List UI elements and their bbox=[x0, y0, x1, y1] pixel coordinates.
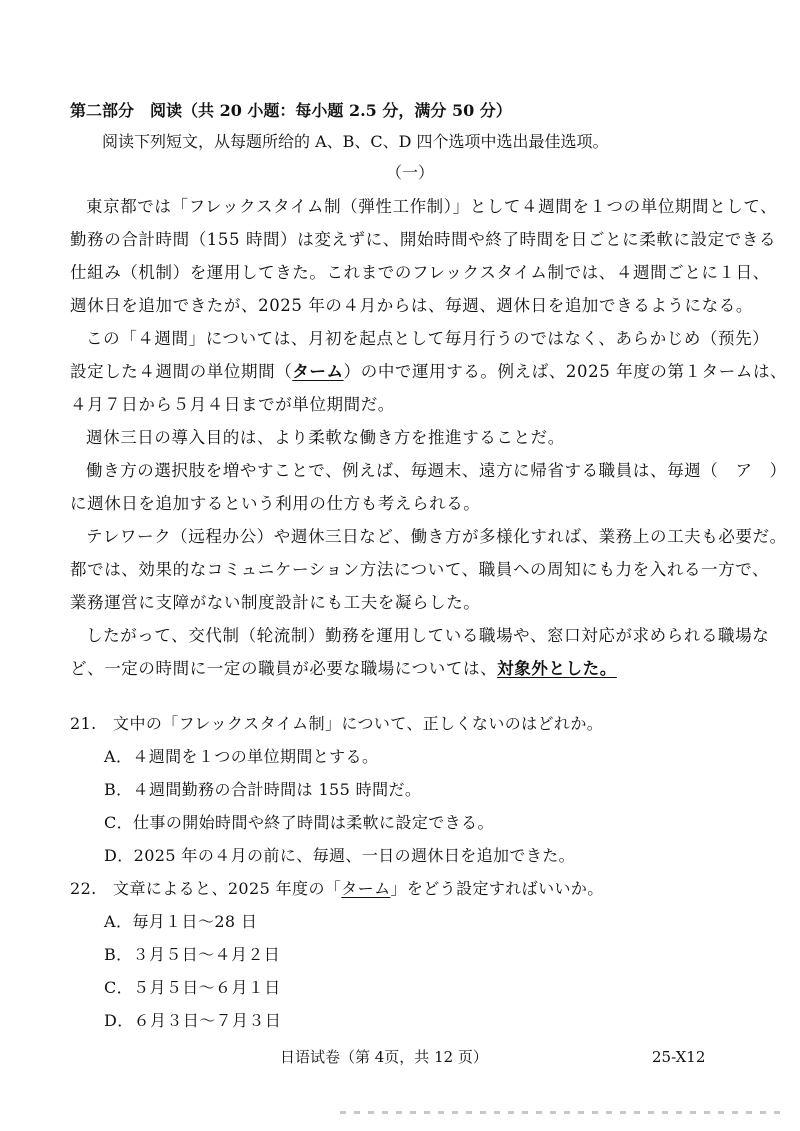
option-d: D．６月３日～７月３日 bbox=[104, 1011, 282, 1030]
passage-number: （一） bbox=[386, 163, 435, 182]
passage-line: 週休三日の導入目的は、より柔軟な働き方を推進することだ。 bbox=[86, 428, 565, 447]
instruction-text: 阅读下列短文，从每题所给的 A、B、C、D 四个选项中选出最佳选项。 bbox=[102, 132, 609, 151]
passage-line: 働き方の選択肢を増やすことで、例えば、毎週末、遠方に帰省する職員は、毎週（ ア ） bbox=[86, 461, 787, 480]
option-b: B．３月５日～４月２日 bbox=[104, 945, 281, 964]
option-c: C．仕事の開始時間や終了時間は柔軟に設定できる。 bbox=[104, 813, 494, 832]
question-text: 22. 文章によると、2025 年度の「 bbox=[70, 879, 342, 898]
option-b: B．４週間勤務の合計時間は 155 時間だ。 bbox=[104, 780, 422, 799]
exam-code: 25-X12 bbox=[652, 1048, 706, 1066]
passage-text: ）の中で運用する。例えば、2025 年度の第１タームは、 bbox=[343, 362, 788, 381]
scan-artifact bbox=[340, 1111, 780, 1114]
option-d: D．2025 年の４月の前に、毎週、一日の週休日を追加できた。 bbox=[104, 846, 576, 865]
question-text: 」をどう設定すればいいか。 bbox=[390, 879, 604, 898]
passage-line: この「４週間」については、月初を起点として毎月行うのではなく、あらかじめ（预先） bbox=[86, 329, 770, 348]
page-footer: 日语试卷（第 4页，共 12 页） bbox=[280, 1048, 488, 1066]
passage-text: 設定した４週間の単位期間（ bbox=[70, 362, 293, 381]
section-title: 第二部分 阅读（共 20 小题：每小题 2.5 分，满分 50 分） bbox=[70, 101, 512, 120]
passage-line: に週休日を追加するという利用の仕方も考えられる。 bbox=[70, 494, 481, 513]
option-c: C．５月５日～６月１日 bbox=[104, 978, 281, 997]
passage-line bbox=[70, 659, 617, 679]
passage-line: 仕組み（机制）を運用してきた。これまでのフレックスタイム制では、４週間ごとに１日、 bbox=[70, 263, 770, 282]
passage-line: ４月７日から５月４日までが単位期間だ。 bbox=[70, 395, 395, 414]
passage-line bbox=[70, 362, 787, 382]
passage-text: ど、一定の時間に一定の職員が必要な職場については、 bbox=[70, 659, 498, 678]
option-a: A．４週間を１つの単位期間とする。 bbox=[104, 747, 379, 766]
question-stem bbox=[70, 879, 604, 899]
option-a: A．毎月１日～28 日 bbox=[104, 912, 258, 931]
passage-line: テレワーク（远程办公）や週休三日など、働き方が多様化すれば、業務上の工夫も必要だ。 bbox=[86, 527, 787, 546]
passage-line: 業務運営に支障がない制度設計にも工夫を凝らした。 bbox=[70, 593, 481, 612]
underlined-phrase: 対象外とした。 bbox=[497, 659, 617, 678]
question-stem: 21. 文中の「フレックスタイム制」について、正しくないのはどれか。 bbox=[70, 714, 604, 733]
underlined-term: ターム bbox=[341, 879, 391, 898]
passage-line: したがって、交代制（轮流制）勤務を運用している職場や、窓口対応が求められる職場な bbox=[86, 626, 770, 645]
passage-line: 東京都では「フレックスタイム制（弾性工作制）」として４週間を１つの単位期間として、 bbox=[86, 197, 778, 216]
passage-line: 勤務の合計時間（155 時間）は変えずに、開始時間や終了時間を日ごとに柔軟に設定できる bbox=[70, 230, 777, 249]
passage-line: 都では、効果的なコミュニケーション方法について、職員への周知にも力を入れる一方で、 bbox=[70, 560, 770, 579]
passage-line: 週休日を追加できたが、2025 年の４月からは、毎週、週休日を追加できるようになる。 bbox=[70, 296, 753, 315]
underlined-term: ターム bbox=[292, 362, 344, 381]
